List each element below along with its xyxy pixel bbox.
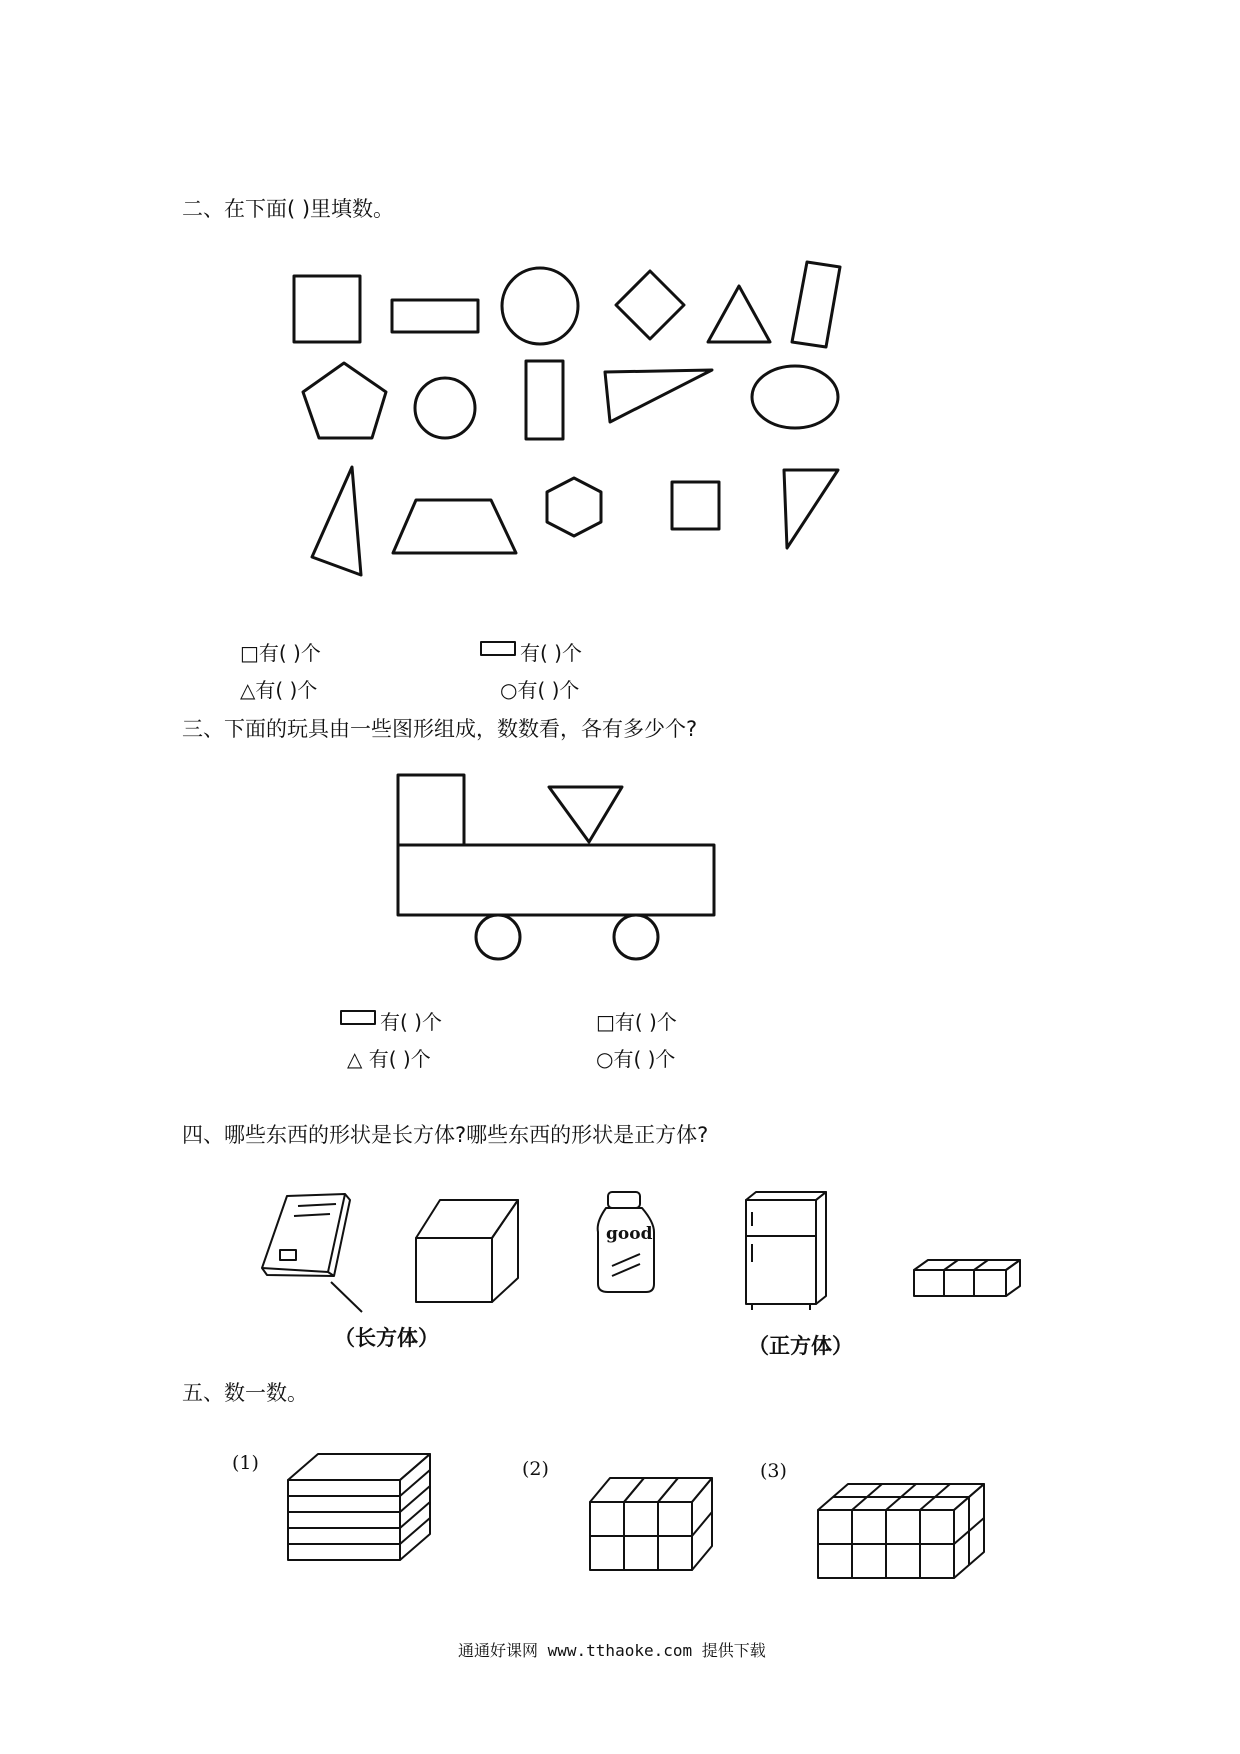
item-2-label: (2) — [522, 1458, 549, 1480]
answer-rectangle-count: 有( )个 — [520, 641, 582, 665]
item-1-label: (1) — [232, 1452, 259, 1474]
section5-heading: 五、数一数。 — [182, 1381, 308, 1405]
section3-heading: 三、下面的玩具由一些图形组成，数数看，各有多少个? — [182, 717, 698, 741]
answer-triangle-count: △有( )个 — [240, 678, 318, 702]
answer-circle-count: ○有( )个 — [500, 678, 580, 702]
footer-text: 通通好课网 www.tthaoke.com 提供下载 — [458, 1641, 766, 1660]
answer-square-count: □有( )个 — [240, 641, 321, 665]
item-3-label: (3) — [760, 1460, 787, 1482]
toy-answer-rectangle: 有( )个 — [380, 1010, 442, 1034]
jar-label: good — [606, 1224, 653, 1244]
toy-answer-square: □有( )个 — [596, 1010, 677, 1034]
cube-group-3 — [818, 1484, 984, 1578]
toy-answer-triangle: △ 有( )个 — [347, 1047, 431, 1071]
slab-stack — [288, 1454, 430, 1560]
cube-group-2 — [590, 1478, 712, 1570]
section4-heading: 四、哪些东西的形状是长方体?哪些东西的形状是正方体? — [182, 1123, 709, 1147]
section2-heading: 二、在下面( )里填数。 — [182, 197, 395, 221]
label-cube: （正方体） — [748, 1333, 853, 1358]
label-cuboid: （长方体） — [334, 1325, 439, 1350]
toy-answer-circle: ○有( )个 — [596, 1047, 676, 1071]
